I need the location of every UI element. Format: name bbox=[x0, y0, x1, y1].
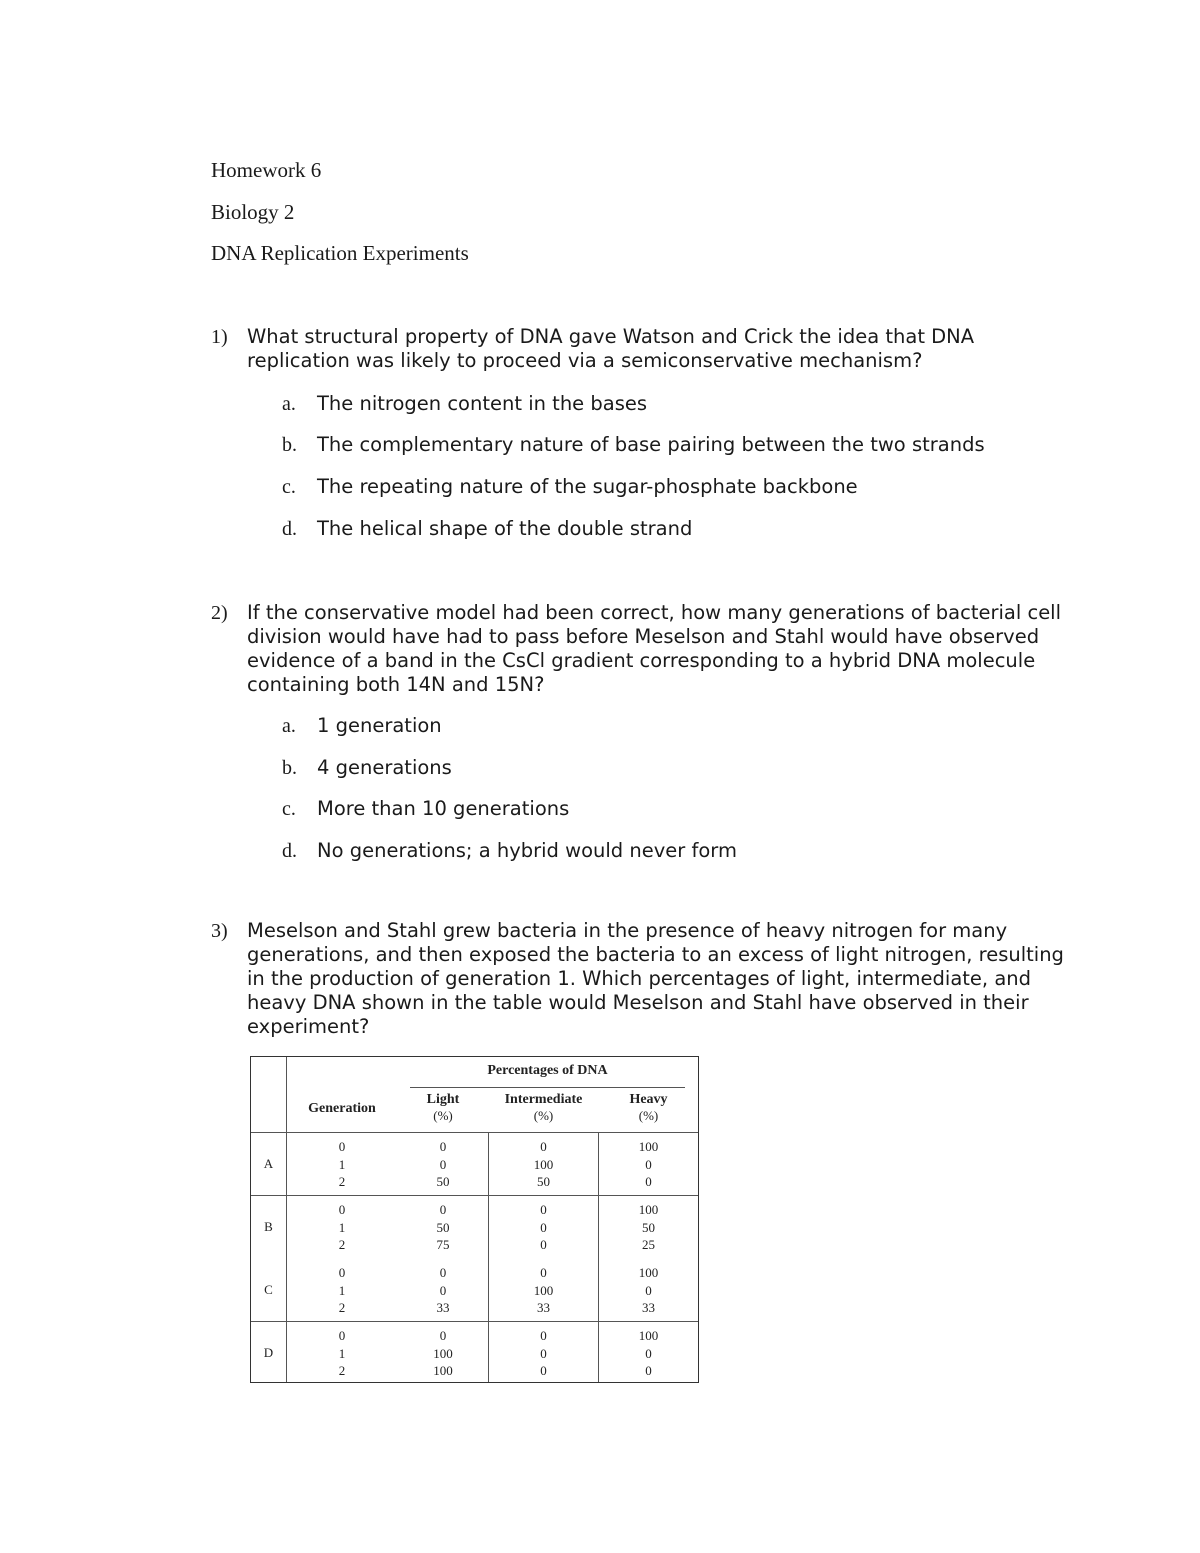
table-row-a-label: A bbox=[263, 1156, 274, 1171]
q1-option-c-text: The repeating nature of the sugar-phosphate backbone bbox=[317, 475, 858, 498]
table-col-generation: Generation bbox=[308, 1101, 376, 1116]
question-3-number: 3) bbox=[211, 920, 228, 942]
q1-option-b-letter: b. bbox=[282, 434, 297, 456]
table-row-c-generation: 0 1 2 bbox=[338, 1265, 346, 1315]
q2-option-d-text: No generations; a hybrid would never form bbox=[317, 839, 737, 862]
table-col-intermediate-unit: (%) bbox=[533, 1108, 554, 1123]
table-col-light-unit: (%) bbox=[433, 1108, 453, 1123]
q2-option-c-text: More than 10 generations bbox=[317, 797, 570, 820]
dna-percentages-table bbox=[250, 1056, 699, 1383]
q2-option-b-letter: b. bbox=[282, 757, 297, 779]
table-super-header: Percentages of DNA bbox=[487, 1063, 608, 1078]
table-col-heavy-unit: (%) bbox=[638, 1108, 659, 1123]
question-3-text: Meselson and Stahl grew bacteria in the presence of heavy nitrogen for many generations, and then exposed the bacteria to an excess of light nitrogen, resulting in the production of generation 1. Which percentages of light, intermediate, and heavy DNA shown in the table would Meselson and Stahl have observed in their experiment? bbox=[247, 919, 1064, 1038]
table-row-a-generation: 0 1 2 bbox=[338, 1139, 346, 1189]
table-row-b-label: B bbox=[264, 1219, 273, 1234]
q1-option-c-letter: c. bbox=[282, 476, 296, 498]
table-col-intermediate-label: Intermediate bbox=[504, 1092, 583, 1107]
table-col-intermediate bbox=[489, 1092, 598, 1124]
topic-title: DNA Replication Experiments bbox=[211, 241, 469, 265]
q1-option-a-letter: a. bbox=[282, 393, 296, 415]
table-row-b-intermediate: 0 0 0 bbox=[540, 1202, 547, 1252]
table-row-c-light: 0 0 33 bbox=[436, 1265, 450, 1315]
q1-option-d-text: The helical shape of the double strand bbox=[317, 517, 693, 540]
table-header-rule bbox=[251, 1132, 698, 1133]
table-row-rule-cd bbox=[251, 1321, 698, 1322]
q2-option-d-letter: d. bbox=[282, 840, 297, 862]
course-name: Biology 2 bbox=[211, 200, 295, 224]
table-col-heavy bbox=[599, 1092, 698, 1124]
q1-option-a-text: The nitrogen content in the bases bbox=[317, 392, 648, 415]
table-row-a-intermediate: 0 100 50 bbox=[533, 1139, 554, 1189]
q1-option-b-text: The complementary nature of base pairing between the two strands bbox=[317, 433, 985, 456]
table-col-light bbox=[409, 1092, 477, 1124]
question-2-number: 2) bbox=[211, 602, 228, 624]
table-row-d-intermediate: 0 0 0 bbox=[540, 1328, 547, 1378]
table-row-c-heavy: 100 0 33 bbox=[638, 1265, 659, 1315]
table-row-d-generation: 0 1 2 bbox=[338, 1328, 346, 1378]
table-col-heavy-label: Heavy bbox=[629, 1092, 668, 1107]
q2-option-b-text: 4 generations bbox=[317, 756, 452, 779]
q2-option-c-letter: c. bbox=[282, 798, 296, 820]
table-row-a-heavy: 100 0 0 bbox=[638, 1139, 659, 1189]
table-row-d-label: D bbox=[263, 1345, 274, 1360]
table-row-d-light: 0 100 100 bbox=[433, 1328, 453, 1378]
table-row-a-light: 0 0 50 bbox=[436, 1139, 450, 1189]
table-row-b-light: 0 50 75 bbox=[436, 1202, 450, 1252]
table-row-c-label: C bbox=[264, 1282, 273, 1297]
q2-option-a-letter: a. bbox=[282, 715, 296, 737]
table-row-d-heavy: 100 0 0 bbox=[638, 1328, 659, 1378]
homework-title: Homework 6 bbox=[211, 158, 322, 182]
question-1-text: What structural property of DNA gave Watson and Crick the idea that DNA replication was likely to proceed via a semiconservative mechanism? bbox=[247, 325, 975, 372]
q2-option-a-text: 1 generation bbox=[317, 714, 442, 737]
table-row-c-intermediate: 0 100 33 bbox=[533, 1265, 554, 1315]
table-col-light-label: Light bbox=[426, 1092, 460, 1107]
table-row-b-generation: 0 1 2 bbox=[338, 1202, 346, 1252]
question-1-number: 1) bbox=[211, 326, 228, 348]
q1-option-d-letter: d. bbox=[282, 518, 297, 540]
table-super-header-rule bbox=[410, 1087, 685, 1088]
table-row-rule-ab bbox=[251, 1195, 698, 1196]
question-2-text: If the conservative model had been correct, how many generations of bacterial cell division would have had to pass before Meselson and Stahl would have observed evidence of a band in the CsCl gradient corresponding to a hybrid DNA molecule containing both 14N and 15N? bbox=[247, 601, 1062, 696]
table-row-b-heavy: 100 50 25 bbox=[638, 1202, 659, 1252]
